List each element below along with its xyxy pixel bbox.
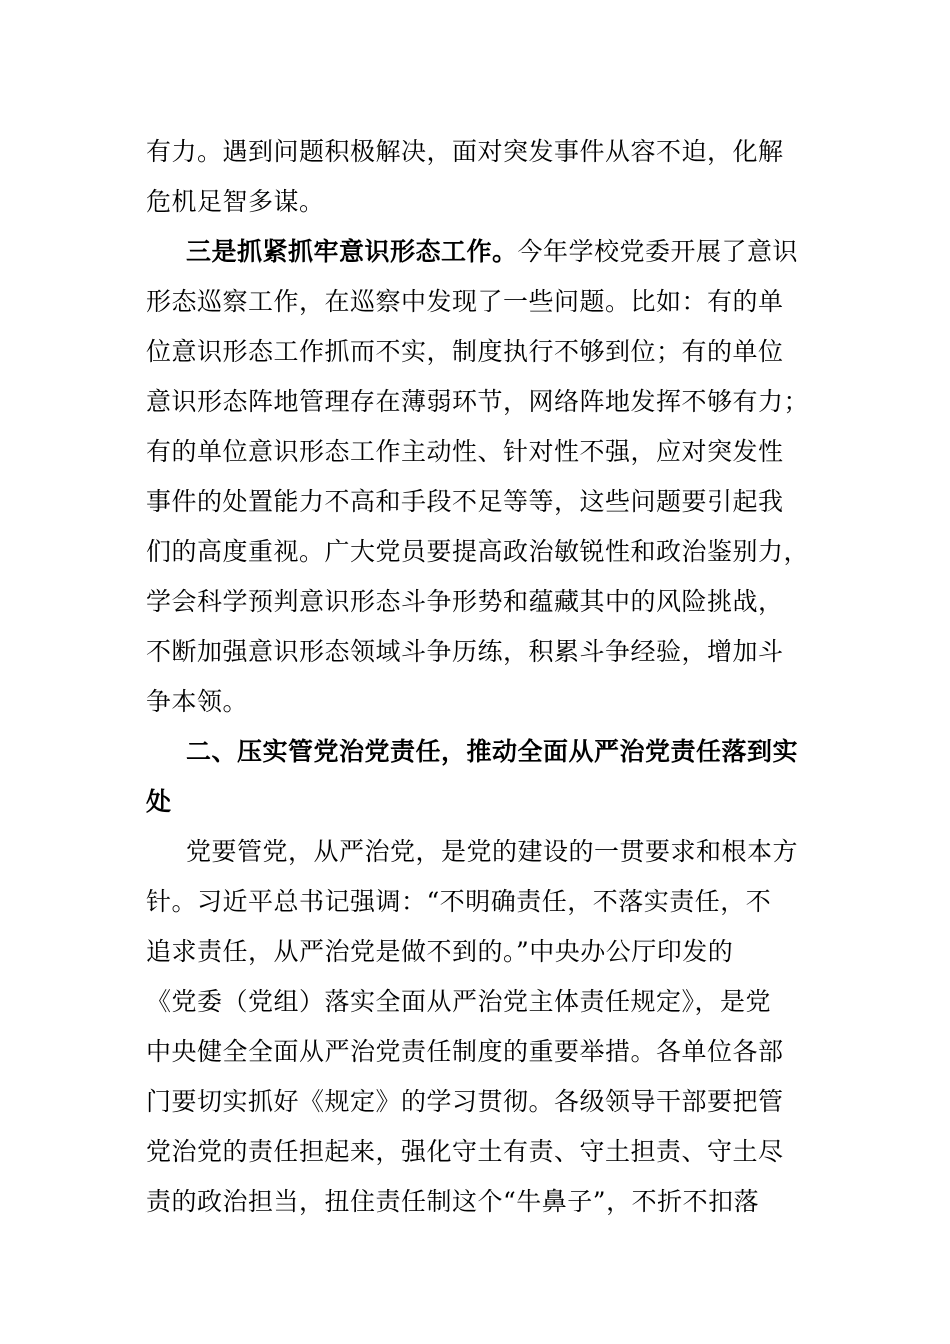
- para3-line-8: 责的政治担当，扭住责任制这个“牛鼻子”，不折不扣落: [146, 1187, 760, 1216]
- para2-line-2: 形态巡察工作，在巡察中发现了一些问题。比如：有的单: [146, 287, 784, 316]
- section-heading-line-2: 处: [146, 787, 172, 816]
- para2-first-rest: 今年学校党委开展了意识: [517, 237, 799, 266]
- para3-line-7: 党治党的责任担起来，强化守土有责、守土担责、守土尽: [146, 1137, 784, 1166]
- para2-line-8: 学会科学预判意识形态斗争形势和蕴藏其中的风险挑战，: [146, 587, 784, 616]
- para2-line-5: 有的单位意识形态工作主动性、针对性不强，应对突发性: [146, 437, 784, 466]
- para2-line-4: 意识形态阵地管理存在薄弱环节，网络阵地发挥不够有力；: [146, 387, 810, 416]
- para1-line-1: 有力。遇到问题积极解决，面对突发事件从容不迫，化解: [146, 137, 784, 166]
- para3-line-4: 《党委（党组）落实全面从严治党主体责任规定》，是党: [146, 987, 772, 1016]
- para3-line-6: 门要切实抓好《规定》的学习贯彻。各级领导干部要把管: [146, 1087, 784, 1116]
- para2-line-6: 事件的处置能力不高和手段不足等等，这些问题要引起我: [146, 487, 784, 516]
- para2-line-9: 不断加强意识形态领域斗争历练，积累斗争经验，增加斗: [146, 637, 784, 666]
- para3-line-5: 中央健全全面从严治党责任制度的重要举措。各单位各部: [146, 1037, 784, 1066]
- section-heading-line-1: 二、压实管党治党责任，推动全面从严治党责任落到实: [186, 737, 799, 766]
- para2-line-3: 位意识形态工作抓而不实，制度执行不够到位；有的单位: [146, 337, 784, 366]
- para2-line-10: 争本领。: [146, 687, 249, 716]
- para3-line-3: 追求责任，从严治党是做不到的。”中央办公厅印发的: [146, 937, 734, 966]
- para2-lead-heading: 三是抓紧抓牢意识形态工作。: [186, 237, 518, 266]
- para2-line-7: 们的高度重视。广大党员要提高政治敏锐性和政治鉴别力，: [146, 537, 810, 566]
- para2-line-1: [186, 236, 846, 268]
- para3-line-1: 党要管党，从严治党，是党的建设的一贯要求和根本方: [186, 837, 799, 866]
- para1-line-2: 危机足智多谋。: [146, 187, 325, 216]
- para3-line-2: 针。习近平总书记强调：“不明确责任，不落实责任，不: [146, 887, 772, 916]
